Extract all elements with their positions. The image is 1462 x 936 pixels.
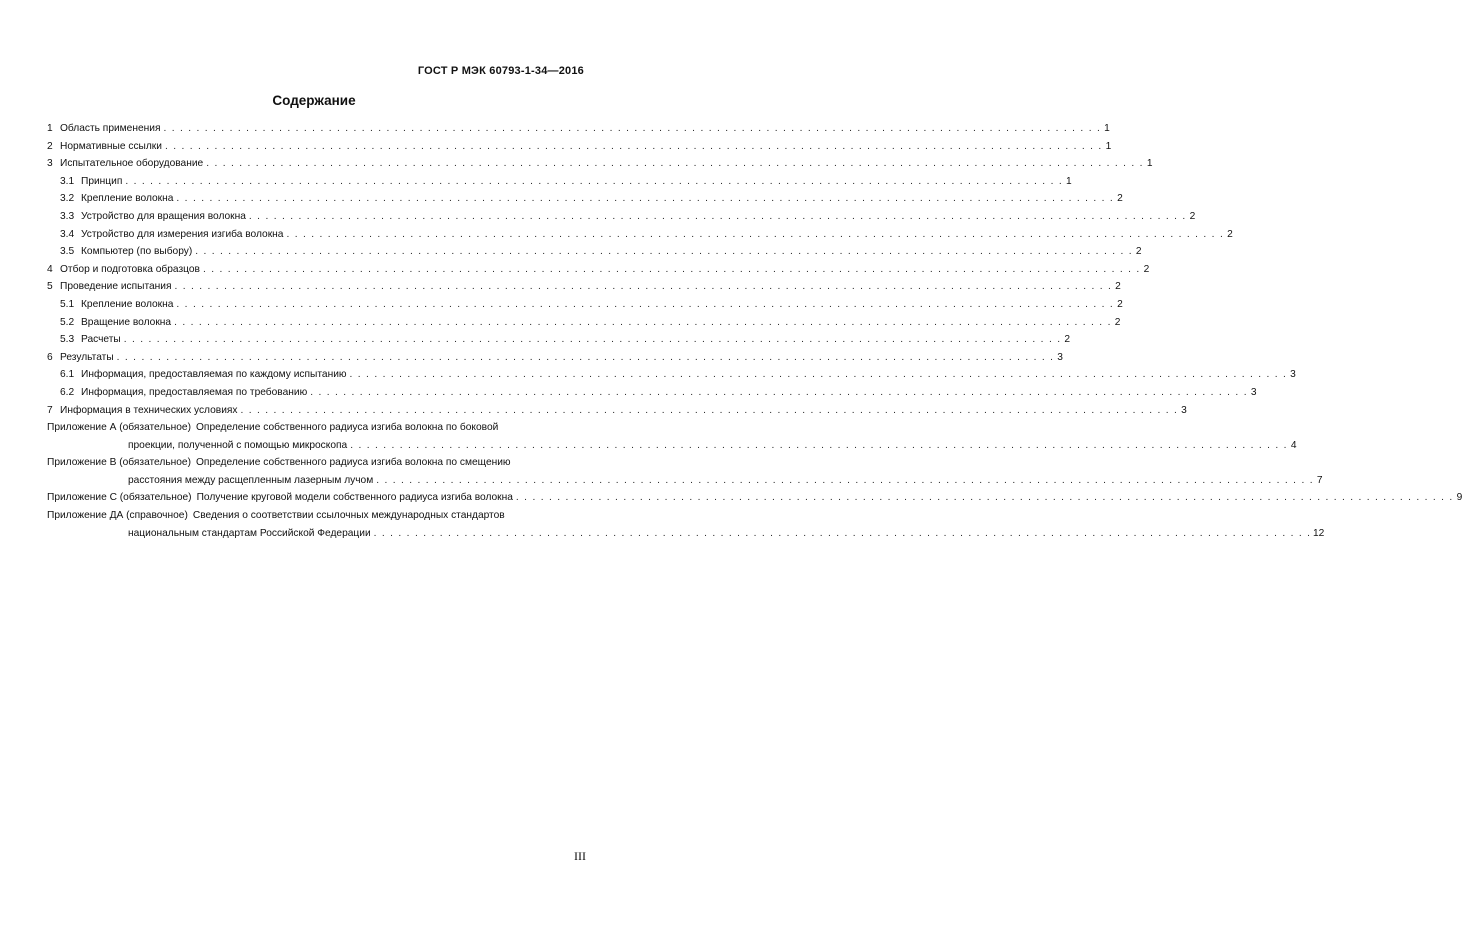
dot-leader <box>286 226 1222 244</box>
toc-entry-page: 1 <box>1146 158 1153 170</box>
toc-entry[interactable] <box>47 138 1112 156</box>
toc-entry-page: 2 <box>1189 210 1196 222</box>
toc-entry-title: Крепление волокна <box>81 193 174 205</box>
toc-entry-title: Информация в технических условиях <box>60 404 238 416</box>
dot-leader <box>117 349 1053 367</box>
toc-entry-number: 6 <box>47 351 53 363</box>
toc-entry-title: Расчеты <box>81 334 121 346</box>
toc-entry-title: Испытательное оборудование <box>60 158 204 170</box>
dot-leader <box>203 261 1139 279</box>
toc-entry[interactable] <box>47 384 1257 402</box>
toc-entry-page: 9 <box>1456 492 1462 504</box>
toc-entry-page: 1 <box>1105 140 1112 152</box>
dot-leader <box>350 366 1286 384</box>
toc-entry-number: 5.2 <box>60 316 75 328</box>
appendix-line <box>47 437 1297 455</box>
toc-entry-page: 2 <box>1135 246 1142 258</box>
appendix-title-continued: расстояния между расщепленным лазерным лучом <box>128 474 374 486</box>
toc-appendix-entry[interactable] <box>47 489 1462 507</box>
toc-entry[interactable] <box>47 278 1121 296</box>
toc-entry-number: 6.1 <box>60 369 75 381</box>
appendix-label: Приложение С (обязательное) <box>47 492 192 504</box>
page-number: III <box>574 849 586 863</box>
toc-entry[interactable] <box>47 120 1110 138</box>
toc-entry-title: Проведение испытания <box>60 281 172 293</box>
dot-leader <box>310 384 1246 402</box>
toc-entry-page: 4 <box>1290 439 1297 451</box>
toc-entry[interactable] <box>47 331 1071 349</box>
appendix-line <box>47 472 1323 490</box>
toc-entry-page: 3 <box>1181 404 1187 416</box>
dot-leader <box>174 314 1110 332</box>
toc-entry-number: 3 <box>47 158 53 170</box>
toc-entry-number: 2 <box>47 140 53 152</box>
toc-entry-number: 5 <box>47 281 53 293</box>
dot-leader <box>176 296 1112 314</box>
appendix-line <box>197 489 1462 507</box>
dot-leader <box>124 331 1060 349</box>
toc-entry[interactable] <box>47 155 1153 173</box>
toc-entry-page: 2 <box>1064 334 1071 346</box>
appendix-body <box>188 507 584 525</box>
appendix-line <box>196 419 584 437</box>
toc-entry-title: Отбор и подготовка образцов <box>60 263 200 275</box>
toc-entry-page: 3 <box>1250 386 1257 398</box>
appendix-line <box>47 525 1325 543</box>
toc-entry-title: Компьютер (по выбору) <box>81 246 193 258</box>
toc-entry-number: 3.3 <box>60 210 75 222</box>
dot-leader <box>374 525 1310 543</box>
toc-entry-title: Вращение волокна <box>81 316 172 328</box>
toc-entry-title: Информация, предоставляемая по каждому испытанию <box>81 369 347 381</box>
toc-entry[interactable] <box>47 208 1196 226</box>
dot-leader <box>516 489 1452 507</box>
appendix-title: Определение собственного радиуса изгиба волокна по боковой <box>196 422 499 434</box>
toc-entry[interactable] <box>47 190 1123 208</box>
toc-entry-number: 7 <box>47 404 53 416</box>
toc-entry-number: 3.1 <box>60 175 75 187</box>
dot-leader <box>241 402 1177 420</box>
toc-entry[interactable] <box>47 349 1063 367</box>
toc-entry-title: Крепление волокна <box>81 298 174 310</box>
toc-entry[interactable] <box>47 261 1150 279</box>
toc-entry[interactable] <box>47 296 1123 314</box>
toc-entry-page: 1 <box>1066 175 1072 187</box>
appendix-label: Приложение В (обязательное) <box>47 457 191 469</box>
toc-appendix-entry[interactable] <box>47 454 584 472</box>
appendix-title: Сведения о соответствии ссылочных международных стандартов <box>192 510 505 522</box>
toc-entry-number: 3.4 <box>60 228 75 240</box>
toc-entry-title: Нормативные ссылки <box>60 140 162 152</box>
toc-entry-page: 1 <box>1104 123 1110 134</box>
toc-entry-number: 3.2 <box>60 193 75 205</box>
appendix-body <box>192 489 1462 507</box>
dot-leader <box>176 190 1112 208</box>
table-of-contents <box>47 120 1462 542</box>
toc-entry[interactable] <box>47 366 1296 384</box>
appendix-line <box>193 507 584 525</box>
toc-entry-title: Область применения <box>60 123 161 134</box>
toc-entry-number: 6.2 <box>60 386 75 398</box>
toc-entry-number: 4 <box>47 263 53 275</box>
toc-entry-page: 3 <box>1290 369 1296 381</box>
toc-entry-page: 2 <box>1117 193 1123 205</box>
toc-entry[interactable] <box>47 402 1187 420</box>
toc-entry-page: 2 <box>1115 281 1121 293</box>
page-title: Содержание <box>272 93 356 108</box>
toc-entry-number: 3.5 <box>60 246 75 258</box>
dot-leader <box>125 173 1061 191</box>
toc-entry[interactable] <box>47 243 1142 261</box>
dot-leader <box>350 437 1286 455</box>
toc-entry-page: 12 <box>1312 527 1325 539</box>
toc-entry-page: 2 <box>1143 263 1150 275</box>
toc-entry-page: 2 <box>1227 228 1233 240</box>
toc-entry-page: 2 <box>1114 316 1121 328</box>
appendix-line <box>196 454 584 472</box>
dot-leader <box>163 120 1099 138</box>
document-code: ГОСТ Р МЭК 60793-1-34—2016 <box>417 65 584 77</box>
toc-entry-page: 2 <box>1117 298 1123 310</box>
toc-entry[interactable] <box>47 226 1233 244</box>
toc-entry[interactable] <box>47 314 1121 332</box>
toc-entry-title: Информация, предоставляемая по требованию <box>81 386 308 398</box>
toc-entry-number: 5.3 <box>60 334 75 346</box>
toc-entry-title: Результаты <box>60 351 114 363</box>
appendix-title-continued: национальным стандартам Российской Федерации <box>128 527 371 539</box>
appendix-label: Приложение ДА (справочное) <box>47 510 188 522</box>
appendix-body <box>191 419 584 437</box>
toc-entry-title: Устройство для измерения изгиба волокна <box>81 228 284 240</box>
dot-leader <box>376 472 1312 490</box>
toc-entry-page: 3 <box>1057 351 1063 363</box>
appendix-label: Приложение А (обязательное) <box>47 422 191 434</box>
appendix-title: Получение круговой модели собственного радиуса изгиба волокна <box>196 492 513 504</box>
dot-leader <box>206 155 1142 173</box>
dot-leader <box>175 278 1111 296</box>
toc-entry[interactable] <box>47 173 1072 191</box>
dot-leader <box>195 243 1131 261</box>
dot-leader <box>165 138 1101 156</box>
appendix-body <box>191 454 584 472</box>
dot-leader <box>249 208 1185 226</box>
toc-entry-number: 1 <box>47 123 53 134</box>
toc-entry-title: Принцип <box>81 175 123 187</box>
toc-appendix-entry[interactable] <box>47 419 584 437</box>
toc-entry-number: 5.1 <box>60 298 75 310</box>
toc-appendix-entry[interactable] <box>47 507 584 525</box>
toc-entry-page: 7 <box>1316 474 1323 486</box>
appendix-title-continued: проекции, полученной с помощью микроскопа <box>128 439 348 451</box>
toc-entry-title: Устройство для вращения волокна <box>81 210 246 222</box>
appendix-title: Определение собственного радиуса изгиба волокна по смещению <box>196 457 511 469</box>
